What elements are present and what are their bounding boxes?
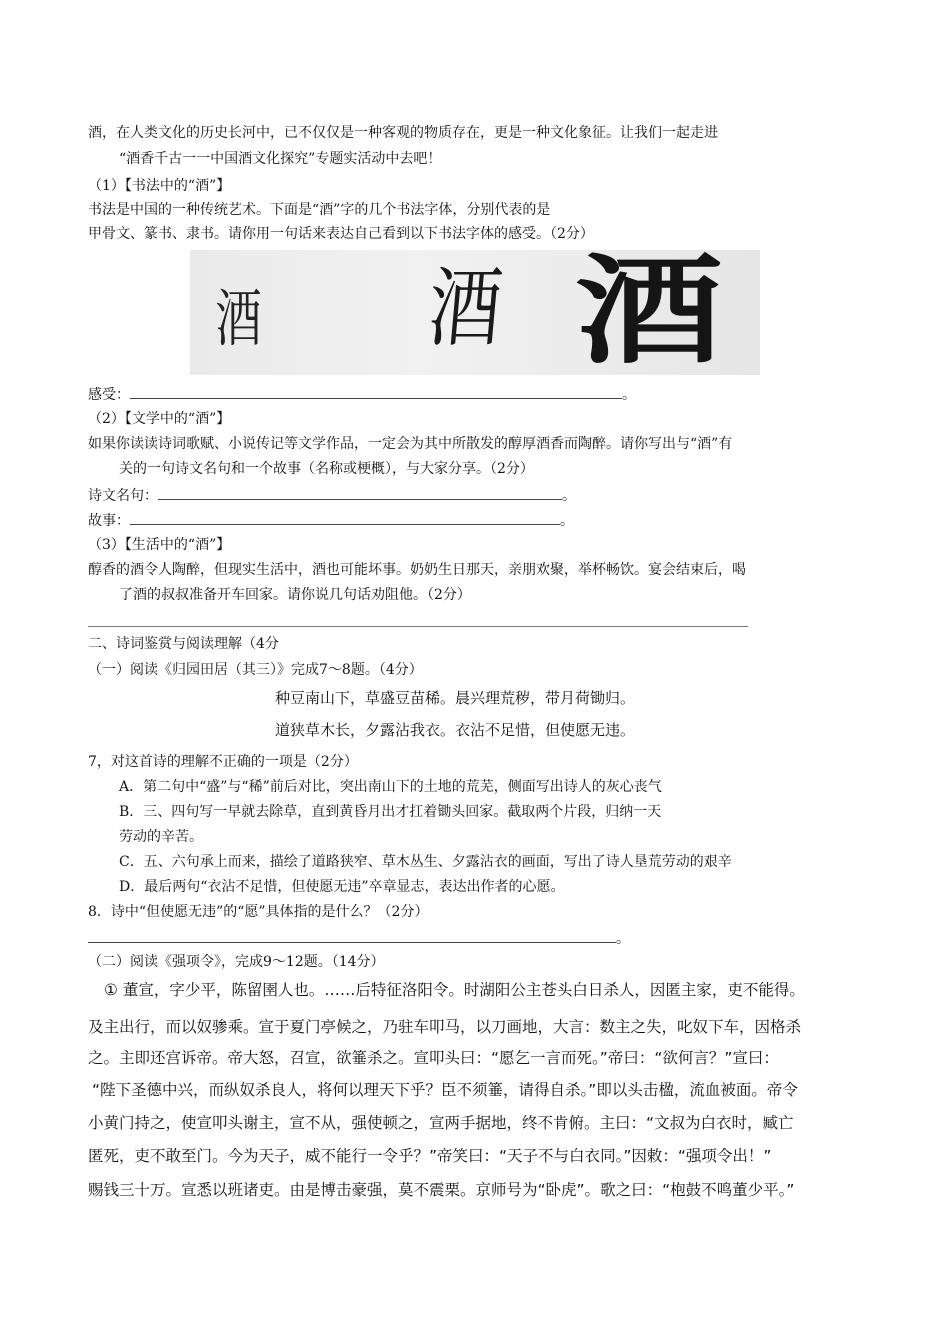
feeling-end: 。: [622, 387, 636, 403]
story-answer: [88, 510, 574, 531]
section2-sub1: （一）阅读《归园田居（其三）》完成7～8题。（4分）: [88, 662, 423, 678]
oracle-bone-glyph: 酒: [215, 282, 259, 355]
poem-line-1: 种豆南山下，草盛豆苗稀。晨兴理荒秽，带月荷锄归。: [275, 689, 636, 707]
feeling-blank[interactable]: [130, 384, 622, 399]
passage-line-3: 之。主即还宫诉帝。帝大怒，召宣，欲箠杀之。宣叩头曰：“愿乞一言而死。”帝曰：“欲何言？”宣曰：: [88, 1049, 779, 1067]
passage-line-7: 赐钱三十万。宣悉以班诸吏。由是博击豪强，莫不震栗。京师号为“卧虎”。歌之曰：“枹鼓不鸣董少平。”: [88, 1181, 795, 1199]
part2-desc-2: 关的一句诗文名句和一个故事（名称或梗概），与大家分享。（2分）: [119, 461, 534, 477]
passage-line-6: 匿死，吏不敢至门。今为天子，威不能行一令乎？”帝笑曰：“天子不与白衣同。”因敕：“强项令出！”: [88, 1147, 772, 1165]
feeling-label: 感受：: [88, 387, 130, 403]
poem-line-2: 道狭草木长，夕露沾我衣。衣沾不足惜，但使愿无违。: [275, 721, 636, 739]
q7-option-b-2: 劳动的辛苦。: [119, 829, 203, 845]
part1-desc-2: 甲骨文、篆书、隶书。请你用一句话来表达自己看到以下书法字体的感受。（2分）: [88, 226, 594, 242]
part1-desc-1: 书法是中国的一种传统艺术。下面是“酒”字的几个书法字体，分别代表的是: [88, 202, 551, 218]
part3-heading: （3）【生活中的“酒”】: [88, 537, 231, 553]
section2-title: 二、诗词鉴赏与阅读理解（4分: [88, 636, 279, 652]
calligraphy-image: [190, 250, 760, 375]
passage-line-5: 小黄门持之，使宣叩头谢主，宣不从，强使顿之，宣两手据地，终不肯俯。主曰：“文叔为白衣时，臧亡: [88, 1114, 794, 1132]
q8-stem: 8．诗中“但使愿无违”的“愿”具体指的是什么？（2分）: [88, 904, 429, 920]
poem-answer: [88, 485, 576, 506]
part3-desc-2: 了酒的叔叔准备开车回家。请你说几句话劝阻他。（2分）: [119, 587, 471, 603]
poem-end: 。: [562, 488, 576, 504]
q8-blank[interactable]: [88, 928, 616, 943]
feeling-answer: [88, 384, 636, 405]
intro-line-1: 酒，在人类文化的历史长河中，已不仅仅是一种客观的物质存在，更是一种文化象征。让我们一起走进: [88, 125, 718, 141]
q7-option-b-1: B．三、四句写一早就去除草，直到黄昏月出才扛着锄头回家。截取两个片段，归纳一天: [119, 804, 662, 820]
q8-answer: [88, 928, 630, 949]
story-end: 。: [560, 513, 574, 529]
intro-line-2: “酒香千古一一中国酒文化探究”专题实活动中去吧！: [119, 151, 442, 167]
clerical-script-glyph: 酒: [575, 250, 723, 375]
passage-line-1: ① 董宣，字少平，陈留圉人也。……后特征洛阳令。时湖阳公主苍头白日杀人，因匿主家，吏不能得。: [104, 981, 805, 999]
poem-label: 诗文名句：: [88, 488, 158, 504]
q7-option-c: C．五、六句承上而来，描绘了道路狭窄、草木丛生、夕露沾衣的画面，写出了诗人垦荒劳动的艰辛: [119, 854, 732, 870]
passage-line-4: “陛下圣德中兴，而纵奴杀良人，将何以理天下乎？臣不须箠，请得自杀。”即以头击楹，流血被面。帝令: [92, 1081, 798, 1099]
passage-line-2: 及主出行，而以奴骖乘。宣于夏门亭候之，乃驻车叩马，以刀画地，大言：数主之失，叱奴下车，因格杀: [88, 1018, 802, 1036]
part2-heading: （2）【文学中的“酒”】: [88, 411, 231, 427]
seal-script-glyph: 酒: [423, 259, 507, 359]
part1-heading: （1）【书法中的“酒”】: [88, 178, 231, 194]
poem-blank[interactable]: [158, 485, 562, 500]
part2-desc-1: 如果你读读诗词歌赋、小说传记等文学作品，一定会为其中所散发的醇厚酒香而陶醉。请你写出与“酒”有: [88, 436, 733, 452]
q7-option-a: A．第二句中“盛”与“稀”前后对比，突出南山下的土地的荒芜，侧面写出诗人的灰心丧气: [119, 779, 662, 795]
q7-option-d: D．最后两句“衣沾不足惜，但使愿无违”卒章显志，表达出作者的心愿。: [119, 879, 565, 895]
q7-stem: 7，对这首诗的理解不正确的一项是（2分）: [88, 754, 358, 770]
story-blank[interactable]: [130, 510, 560, 525]
story-label: 故事：: [88, 513, 130, 529]
persuade-answer-line[interactable]: [88, 626, 748, 627]
q8-end: 。: [616, 931, 630, 947]
part3-desc-1: 醇香的酒令人陶醉，但现实生活中，酒也可能坏事。奶奶生日那天，亲朋欢聚，举杯畅饮。宴会结束后，喝: [88, 562, 746, 578]
sub2-title: （二）阅读《强项令》，完成9～12题。（14分）: [88, 954, 385, 970]
